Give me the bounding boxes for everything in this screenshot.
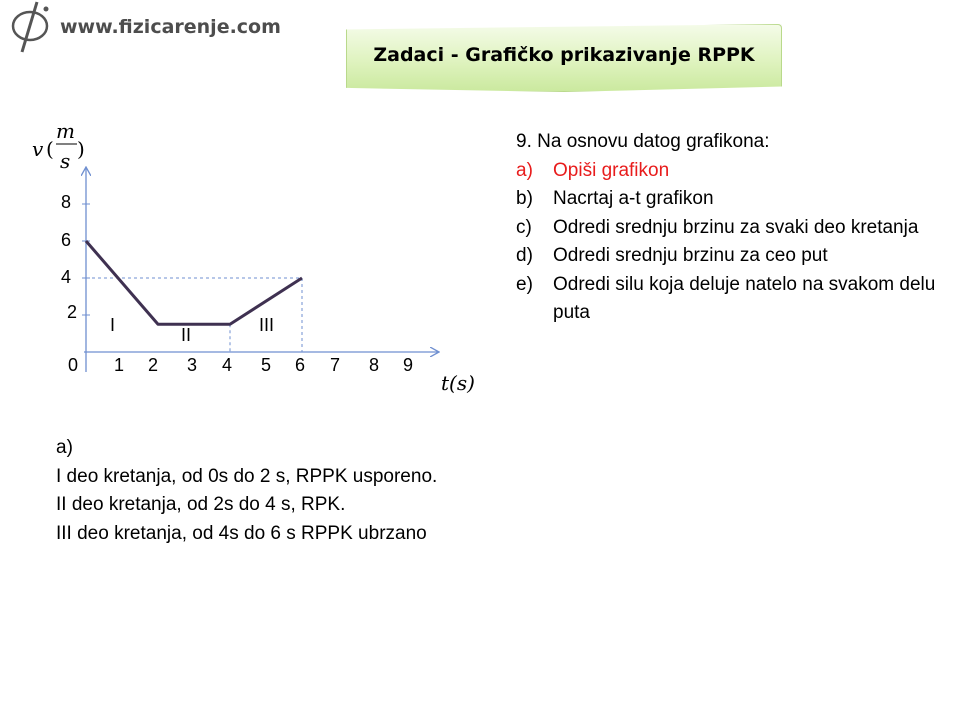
task-item-marker: a) <box>516 159 533 181</box>
task-item-marker: c) <box>516 216 532 238</box>
y-axis-label-open-paren: ( <box>46 137 54 161</box>
velocity-polyline <box>86 241 302 324</box>
y-axis-label <box>32 119 85 173</box>
task-item-b <box>516 185 936 214</box>
task-item-text: Opiši grafikon <box>553 159 670 181</box>
task-item-d <box>516 242 936 271</box>
site-logo[interactable] <box>6 0 306 56</box>
velocity-line <box>86 241 302 324</box>
task-item-text: Odredi silu koja deluje natelo na svakom delu puta <box>553 273 936 323</box>
v-t-graph <box>0 110 500 410</box>
x-tick-label-3: 3 <box>187 355 198 375</box>
task-list <box>516 157 936 328</box>
x-axis-label: t(s) <box>441 371 475 395</box>
x-tick-label-7: 7 <box>330 355 341 375</box>
y-tick-label-6: 6 <box>61 230 72 250</box>
answer-line-2: II deo kretanja, od 2s do 4 s, RPK. <box>56 494 346 515</box>
section-label-3: III <box>259 315 275 335</box>
task-item-marker: d) <box>516 245 533 266</box>
page-title: Zadaci - Grafičko prikazivanje RPPK <box>373 44 755 66</box>
task-item-marker: e) <box>516 273 533 295</box>
x-tick-label-8: 8 <box>369 355 380 375</box>
answer-line-1: I deo kretanja, od 0s do 2 s, RPPK usporeno. <box>56 465 438 487</box>
task-title: 9. Na osnovu datog grafikona: <box>516 131 770 152</box>
y-axis-label-var: v <box>32 137 44 161</box>
phi-logo-icon <box>6 0 54 54</box>
answer-line-3: III deo kretanja, od 4s do 6 s RPPK ubrzano <box>56 522 427 544</box>
answer-block <box>56 434 556 548</box>
task-item-c <box>516 214 936 243</box>
task-item-text: Odredi srednju brzinu za svaki deo kretanja <box>553 216 919 238</box>
y-tick-label-2: 2 <box>67 302 78 322</box>
x-tick-label-9: 9 <box>403 355 414 375</box>
task-block <box>516 128 936 328</box>
x-tick-label-4: 4 <box>222 355 233 375</box>
x-tick-label-1: 1 <box>114 355 125 375</box>
x-tick-label-0: 0 <box>68 355 79 375</box>
site-url[interactable]: www.fizicarenje.com <box>60 16 281 38</box>
y-axis-label-close-paren: ) <box>77 137 85 161</box>
task-item-text: Odredi srednju brzinu za ceo put <box>553 245 828 266</box>
task-item-marker: b) <box>516 188 533 209</box>
task-item-text: Nacrtaj a-t grafikon <box>553 188 714 209</box>
y-tick-label-8: 8 <box>61 192 72 212</box>
task-item-a <box>516 157 936 186</box>
x-tick-label-6: 6 <box>295 355 306 375</box>
section-label-2: II <box>181 325 192 345</box>
x-tick-label-2: 2 <box>148 355 159 375</box>
y-axis-label-denominator: s <box>60 149 71 173</box>
section-label-1: I <box>110 315 116 335</box>
task-item-e <box>516 271 936 328</box>
y-tick-label-4: 4 <box>61 267 72 287</box>
y-axis-label-numerator: m <box>56 119 75 143</box>
x-tick-label-5: 5 <box>261 355 272 375</box>
answer-heading: a) <box>56 437 73 458</box>
